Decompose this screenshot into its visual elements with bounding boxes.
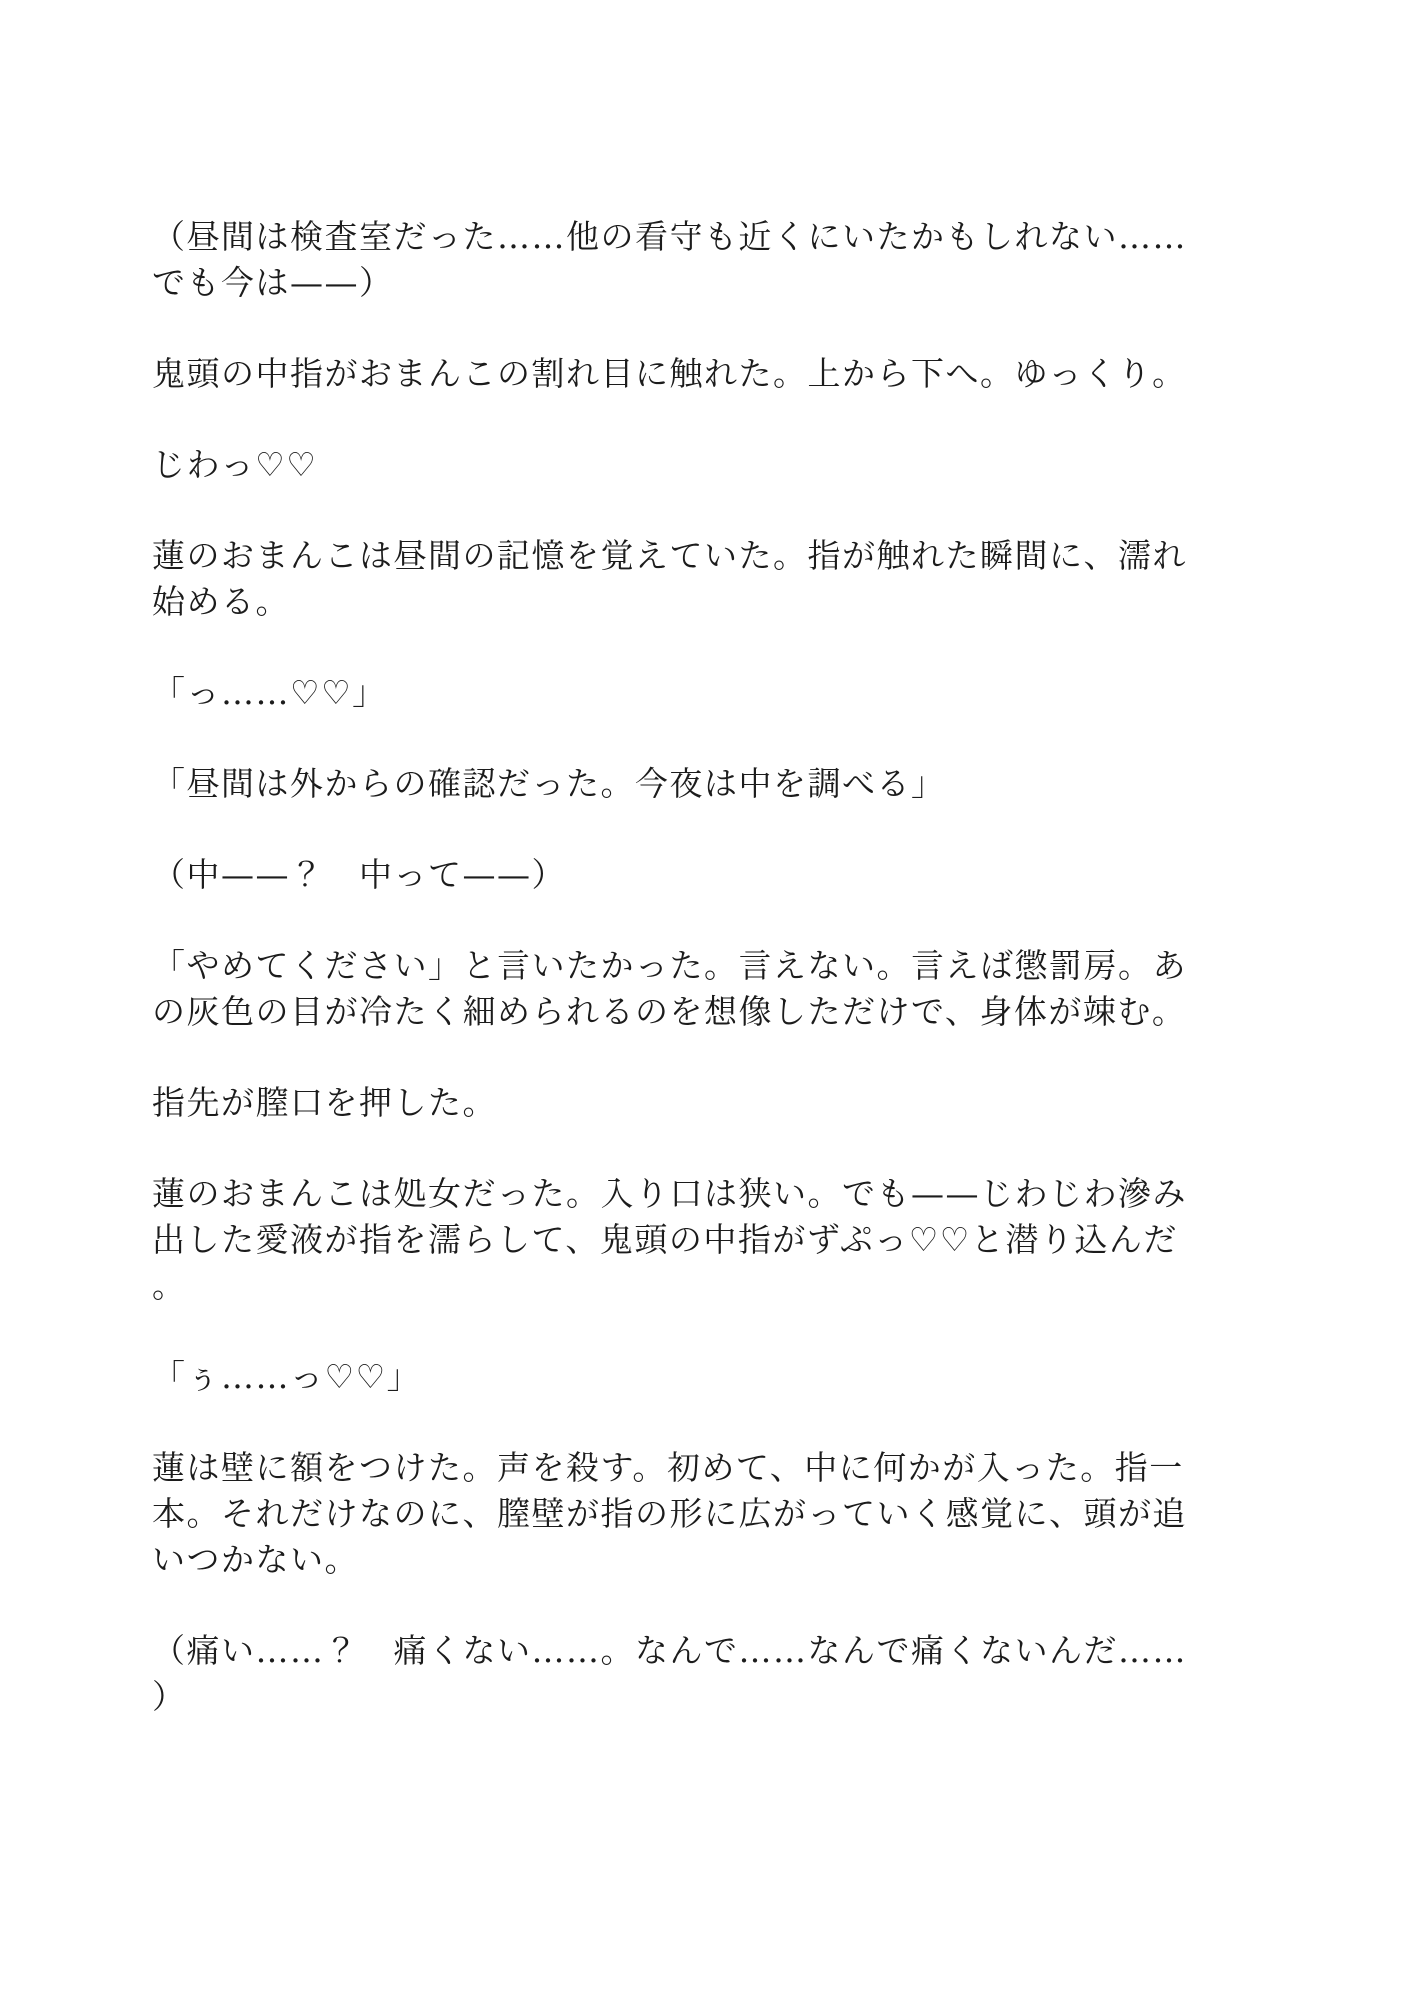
text-line: 「昼間は外からの確認だった。今夜は中を調べる」 (152, 764, 946, 803)
text-line: （中——？ 中って——） (152, 855, 566, 894)
paragraph-3 (152, 442, 1272, 488)
paragraph-10 (152, 1171, 1272, 1309)
text-line: でも今は——） (152, 263, 394, 302)
text-line: 蓮は壁に額をつけた。声を殺す。初めて、中に何かが入った。指一 (152, 1448, 1184, 1487)
text-line: 鬼頭の中指がおまんこの割れ目に触れた。上から下へ。ゆっくり。 (152, 354, 1187, 393)
paragraph-4 (152, 533, 1272, 625)
text-line: 蓮のおまんこは昼間の記憶を覚えていた。指が触れた瞬間に、濡れ (152, 536, 1187, 575)
text-line: 蓮のおまんこは処女だった。入り口は狭い。でも——じわじわ滲み (152, 1174, 1187, 1213)
text-line: 出した愛液が指を濡らして、鬼頭の中指がずぷっ♡♡と潜り込んだ (152, 1220, 1178, 1259)
paragraph-7 (152, 852, 1272, 898)
text-content (152, 214, 1272, 1765)
text-line: （昼間は検査室だった……他の看守も近くにいたかもしれない…… (152, 217, 1187, 256)
text-line: 始める。 (152, 582, 290, 621)
text-line: の灰色の目が冷たく細められるのを想像しただけで、身体が竦む。 (152, 992, 1187, 1031)
paragraph-8 (152, 943, 1272, 1035)
text-line: （痛い……？ 痛くない……。なんで……なんで痛くないんだ…… (152, 1631, 1187, 1670)
text-line: 「ぅ……っ♡♡」 (152, 1357, 422, 1396)
text-line: 指先が膣口を押した。 (152, 1083, 497, 1122)
text-line: 本。それだけなのに、膣壁が指の形に広がっていく感覚に、頭が追 (152, 1494, 1187, 1533)
paragraph-1 (152, 214, 1272, 306)
paragraph-6 (152, 761, 1272, 807)
text-line: いつかない。 (152, 1540, 359, 1579)
paragraph-5 (152, 670, 1272, 716)
paragraph-12 (152, 1445, 1272, 1583)
paragraph-11 (152, 1354, 1272, 1400)
paragraph-9 (152, 1080, 1272, 1126)
text-line: 「やめてください」と言いたかった。言えない。言えば懲罰房。あ (152, 946, 1187, 985)
paragraph-2 (152, 351, 1272, 397)
text-line: じわっ♡♡ (152, 445, 318, 484)
paragraph-13 (152, 1628, 1272, 1720)
text-line: 。 (152, 1266, 187, 1305)
text-line: ） (152, 1677, 187, 1716)
text-line: 「っ……♡♡」 (152, 673, 387, 712)
